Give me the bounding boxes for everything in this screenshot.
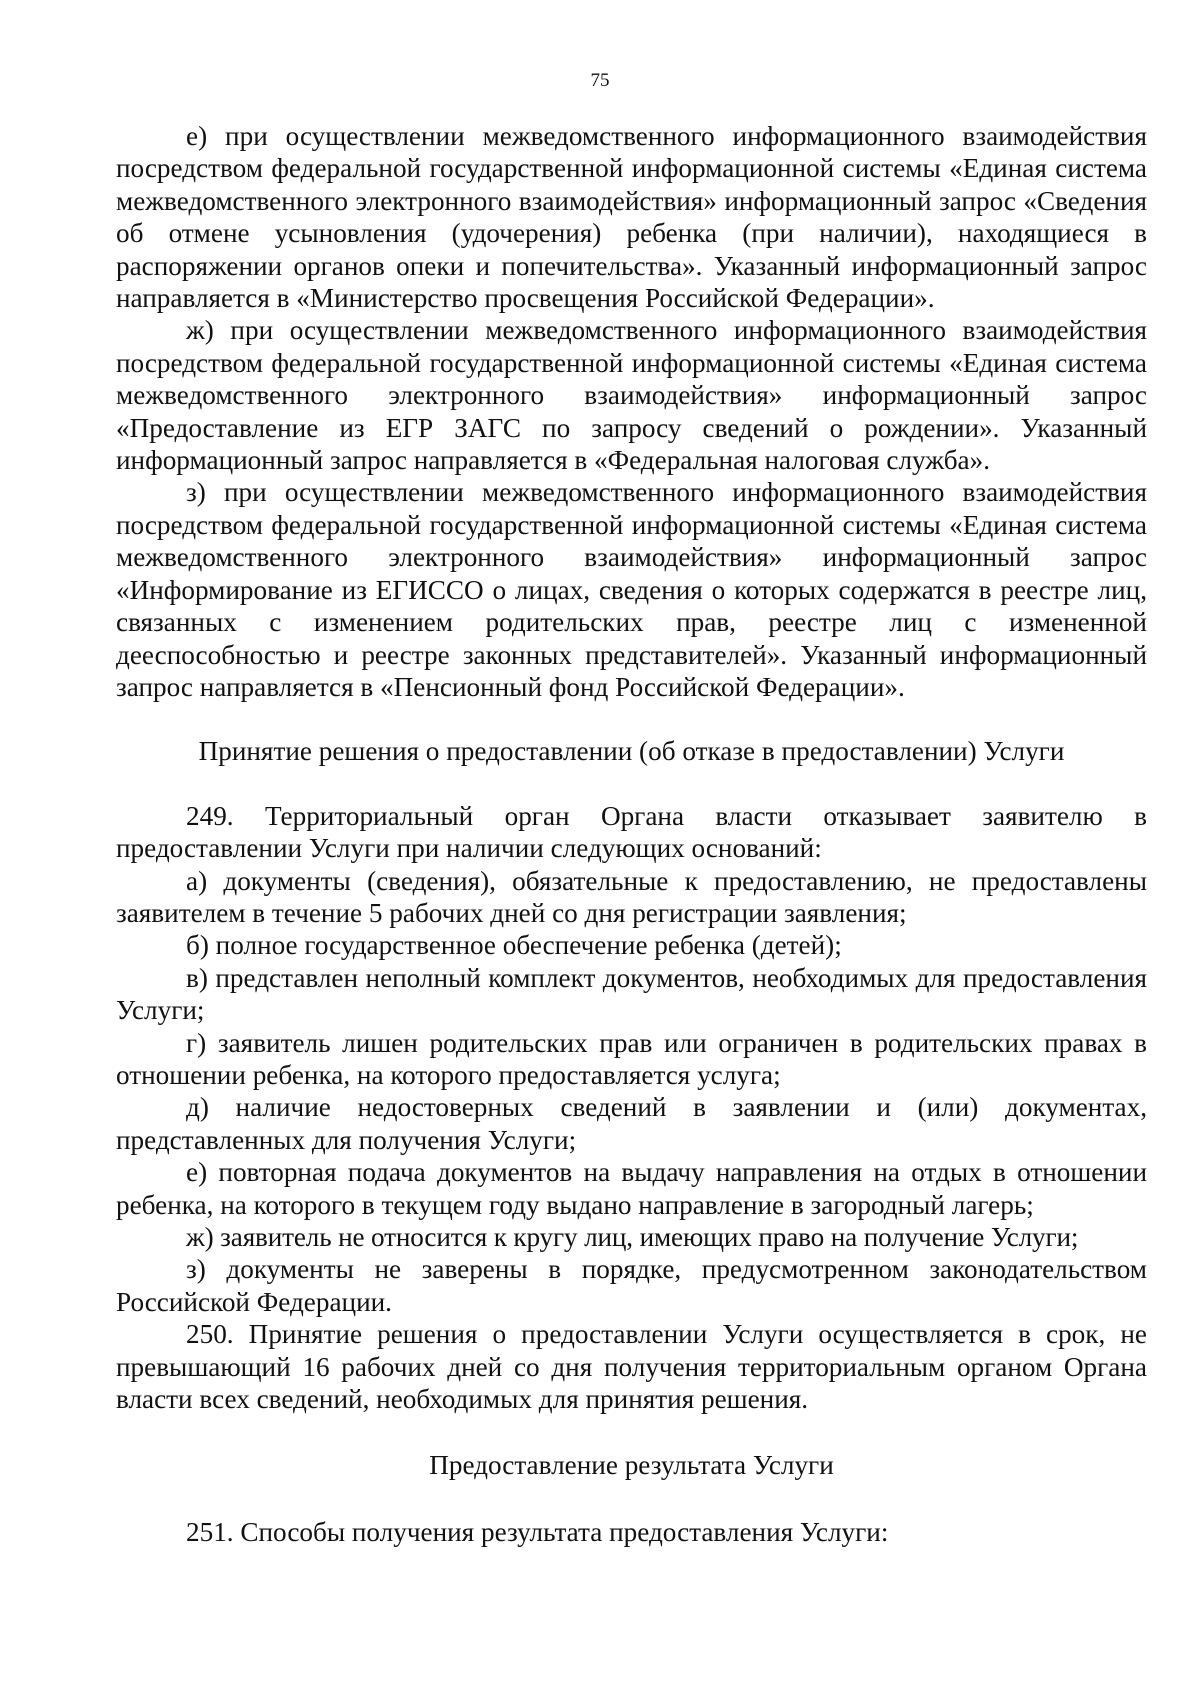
paragraph-249-v: в) представлен неполный комплект документов, необходимых для предоставления Услуги; — [116, 962, 1147, 1026]
paragraph-item-z: з) при осуществлении межведомственного информационного взаимодействия посредством федеральной государственной информационной системы «Единая система межведомственного электронного взаимодействия» информационный запрос «Информирование из ЕГИССО о лицах, сведения о которых содержатся в реестре лиц, связанных с изменением родительских прав, реестре лиц с измененной дееспособностью и реестре законных представителей». Указанный информационный запрос направляется в «Пенсионный фонд Российской Федерации». — [116, 477, 1147, 702]
paragraph-item-e: е) при осуществлении межведомственного информационного взаимодействия посредством федеральной государственной информационной системы «Единая система межведомственного электронного взаимодействия» информационный запрос «Сведения об отмене усыновления (удочерения) ребенка (при наличии), находящиеся в распоряжении органов опеки и попечительства». Указанный информационный запрос направляется в «Министерство просвещения Российской Федерации». — [116, 121, 1147, 314]
paragraph-251: 251. Способы получения результата предоставления Услуги: — [186, 1516, 889, 1547]
page-number: 75 — [590, 70, 610, 91]
paragraph-249-b: б) полное государственное обеспечение ребенка (детей); — [186, 930, 842, 961]
paragraph-250: 250. Принятие решения о предоставлении Услуги осуществляется в срок, не превышающий 16 рабочих дней со дня получения территориальным органом Органа власти всех сведений, необходимых для принятия решения. — [116, 1319, 1147, 1415]
section-heading-result: Предоставление результата Услуги — [429, 1450, 834, 1481]
paragraph-item-zh: ж) при осуществлении межведомственного информационного взаимодействия посредством федеральной государственной информационной системы «Единая система межведомственного электронного взаимодействия» информационный запрос «Предоставление из ЕГР ЗАГС по запросу сведений о рождении». Указанный информационный запрос направляется в «Федеральная налоговая служба». — [116, 315, 1147, 476]
paragraph-249-a: а) документы (сведения), обязательные к предоставлению, не предоставлены заявителем в течение 5 рабочих дней со дня регистрации заявления; — [116, 865, 1147, 928]
paragraph-249-z: з) документы не заверены в порядке, предусмотренном законодательством Российской Федерации. — [116, 1254, 1147, 1317]
section-heading-decision: Принятие решения о предоставлении (об отказе в предоставлении) Услуги — [198, 736, 1065, 767]
paragraph-249-d: д) наличие недостоверных сведений в заявлении и (или) документах, представленных для получения Услуги; — [116, 1092, 1147, 1155]
document-body — [116, 120, 1147, 1548]
paragraph-249-g: г) заявитель лишен родительских прав или ограничен в родительских правах в отношении ребенка, на которого предоставляется услуга; — [116, 1027, 1147, 1090]
paragraph-249: 249. Территориальный орган Органа власти отказывает заявителю в предоставлении Услуги при наличии следующих оснований: — [116, 800, 1147, 864]
paragraph-249-zh: ж) заявитель не относится к кругу лиц, имеющих право на получение Услуги; — [186, 1222, 1079, 1252]
paragraph-249-e: е) повторная подача документов на выдачу направления на отдых в отношении ребенка, на которого в текущем году выдано направление в загородный лагерь; — [116, 1157, 1147, 1220]
